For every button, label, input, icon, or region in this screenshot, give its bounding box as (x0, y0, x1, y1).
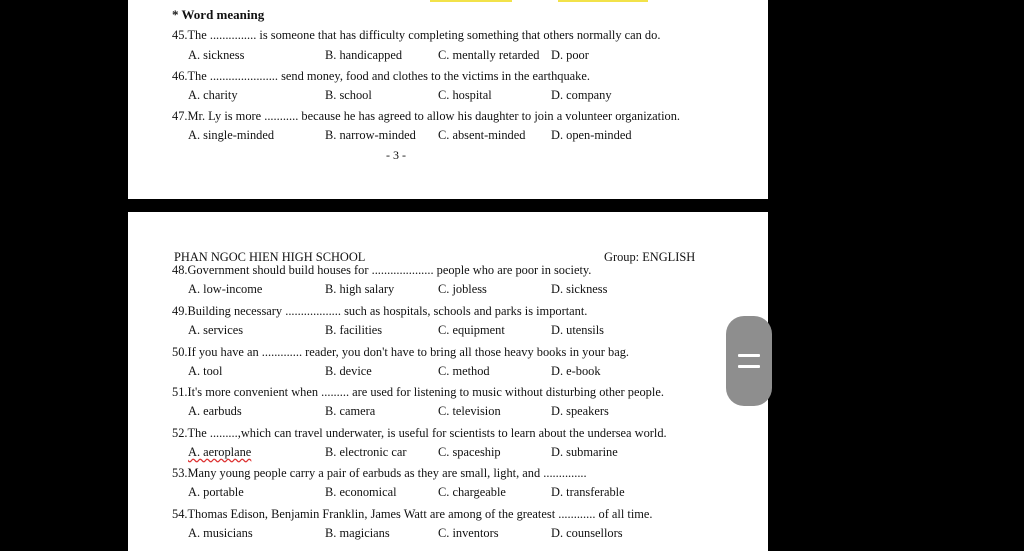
question-stem: 50.If you have an ............. reader, you don't have to bring all those heavy books in your bag. (172, 345, 629, 359)
option-a: A. aeroplane (188, 445, 252, 459)
option-b: B. school (325, 88, 372, 102)
option-a: A. tool (188, 364, 223, 378)
question-stem: 49.Building necessary .................. such as hospitals, schools and parks is important. (172, 304, 588, 318)
option-a: A. musicians (188, 526, 253, 540)
option-c: C. television (438, 404, 501, 418)
option-d: D. open-minded (551, 128, 632, 142)
document-page-3 (128, 0, 768, 199)
question-options (128, 128, 768, 144)
option-d: D. speakers (551, 404, 609, 418)
question-options (128, 323, 768, 339)
highlight-mark (430, 0, 512, 2)
option-b: B. magicians (325, 526, 390, 540)
option-a: A. portable (188, 485, 244, 499)
option-d: D. counsellors (551, 526, 623, 540)
option-b: B. electronic car (325, 445, 407, 459)
option-d: D. sickness (551, 282, 608, 296)
question-stem: 46.The ...................... send money, food and clothes to the victims in the earthquake. (172, 69, 590, 83)
question-stem: 47.Mr. Ly is more ........... because he has agreed to allow his daughter to join a volunteer organization. (172, 109, 681, 123)
option-d: D. poor (551, 48, 589, 62)
option-b: B. camera (325, 404, 376, 418)
option-b: B. economical (325, 485, 397, 499)
page-number: - 3 - (386, 148, 406, 162)
option-a: A. sickness (188, 48, 245, 62)
question-options (128, 485, 768, 501)
question-options (128, 404, 768, 420)
option-d: D. company (551, 88, 612, 102)
question-stem: 52.The .........,which can travel underwater, is useful for scientists to learn about the undersea world. (172, 426, 667, 440)
option-b: B. handicapped (325, 48, 403, 62)
option-d: D. submarine (551, 445, 618, 459)
group-label: Group: ENGLISH (604, 250, 696, 264)
highlight-mark (558, 0, 648, 2)
school-name: PHAN NGOC HIEN HIGH SCHOOL (174, 250, 366, 264)
option-c: C. spaceship (438, 445, 501, 459)
question-options (128, 364, 768, 380)
grip-line-icon (738, 354, 760, 357)
question-options (128, 88, 768, 104)
option-c: C. inventors (438, 526, 499, 540)
option-d: D. utensils (551, 323, 605, 337)
option-a: A. single-minded (188, 128, 275, 142)
option-d: D. transferable (551, 485, 625, 499)
option-c: C. jobless (438, 282, 487, 296)
question-stem: 51.It's more convenient when ......... are used for listening to music without disturbing other people. (172, 385, 664, 399)
option-c: C. chargeable (438, 485, 506, 499)
document-page-4 (128, 212, 768, 551)
option-c: C. method (438, 364, 490, 378)
option-a: A. earbuds (188, 404, 242, 418)
question-options (128, 445, 768, 461)
option-b: B. device (325, 364, 372, 378)
question-options (128, 282, 768, 298)
question-stem: 45.The ............... is someone that has difficulty completing something that others normally can do. (172, 28, 661, 42)
option-d: D. e-book (551, 364, 601, 378)
question-stem: 48.Government should build houses for .................... people who are poor in society. (172, 263, 592, 277)
question-options (128, 48, 768, 64)
option-a: A. charity (188, 88, 238, 102)
option-b: B. facilities (325, 323, 383, 337)
question-options (128, 526, 768, 542)
question-stem: 54.Thomas Edison, Benjamin Franklin, James Watt are among of the greatest ............ of all time. (172, 507, 653, 521)
grip-line-icon (738, 365, 760, 368)
scroll-handle[interactable] (726, 316, 772, 406)
option-b: B. narrow-minded (325, 128, 416, 142)
option-c: C. mentally retarded (438, 48, 540, 62)
section-title: * Word meaning (172, 7, 265, 22)
option-a: A. low-income (188, 282, 263, 296)
option-c: C. absent-minded (438, 128, 526, 142)
question-stem: 53.Many young people carry a pair of earbuds as they are small, light, and .............. (172, 466, 587, 480)
option-a: A. services (188, 323, 244, 337)
option-c: C. hospital (438, 88, 492, 102)
option-c: C. equipment (438, 323, 505, 337)
option-b: B. high salary (325, 282, 395, 296)
